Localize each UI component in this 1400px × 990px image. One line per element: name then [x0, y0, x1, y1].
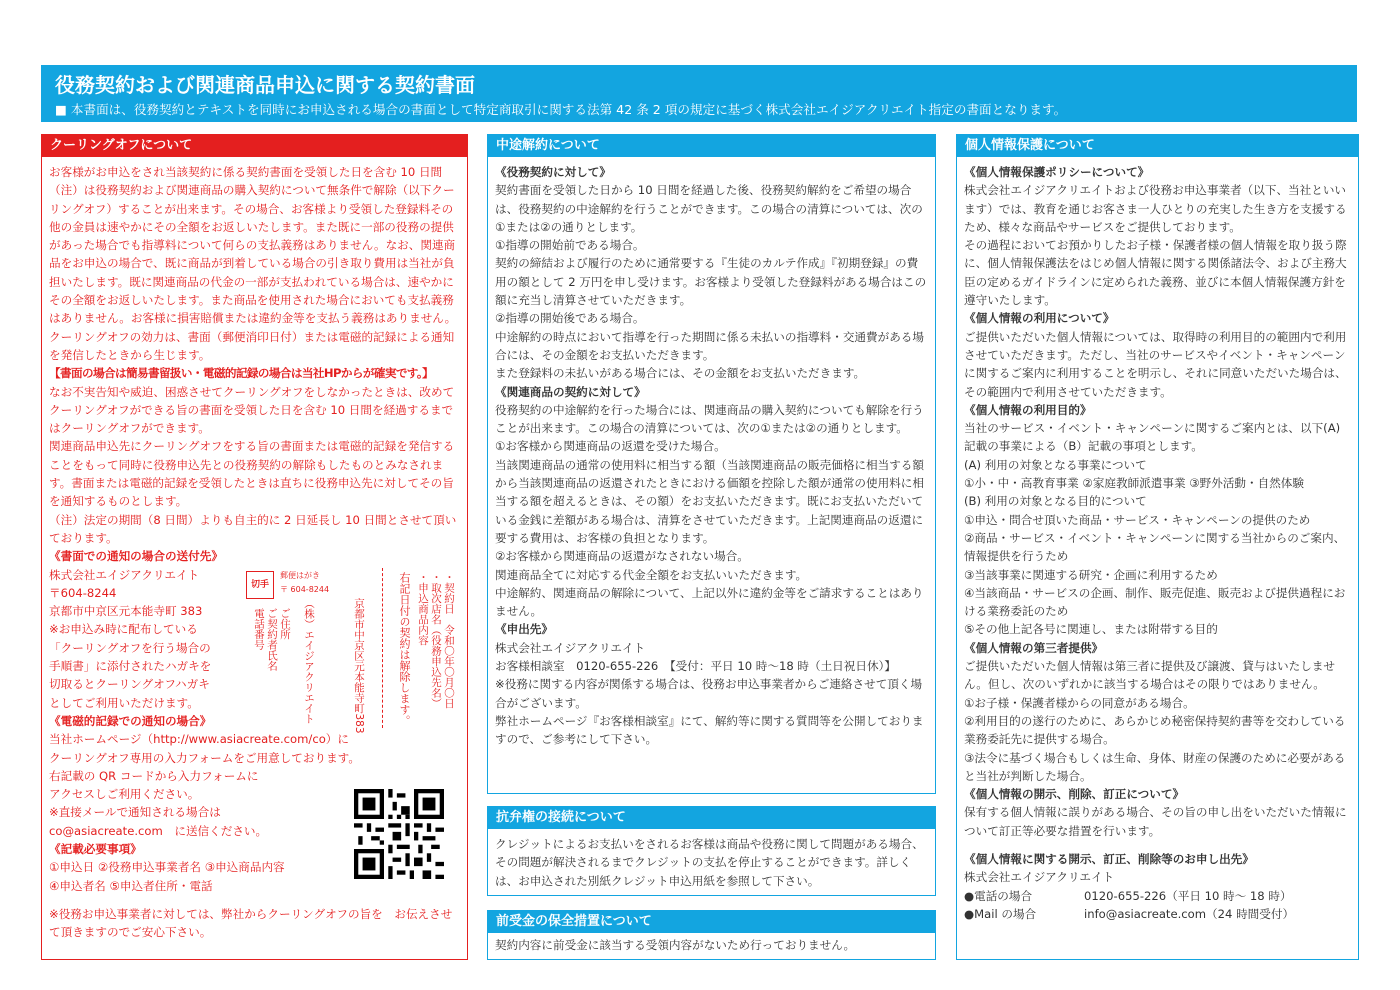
cancellation-subheading: 《役務契約に対して》: [495, 165, 611, 179]
privacy-line: ご提供いただいた個人情報は第三者に提供及び譲渡、貸与はいたしません。但し、次のいずれかに該当する場合はその限りではありません。: [964, 659, 1336, 692]
privacy-contact-mail-row: [964, 905, 1352, 923]
mail-line: 〒604-8244: [49, 585, 117, 600]
postcard-company: （株）エイジアクリエイト: [303, 598, 315, 724]
cooling-off-panel: [41, 134, 468, 960]
privacy-line: ご提供いただいた個人情報については、取得時の利用目的の範囲内で利用させていただきます。ただし、当社のサービスやイベント・キャンペーンに関するご案内に利用することを明示し、それに同意いただいた場合は、その範囲内で利用させていただきます。: [964, 329, 1347, 399]
postcard-address: 京都市中京区元本能寺町383: [353, 598, 365, 734]
privacy-contact: [964, 850, 1352, 923]
postcard-divider: [382, 568, 383, 728]
privacy-line: 保有する個人情報に誤りがある場合、その旨の申し出をいただいた情報について訂正等必要な措置を行います。: [964, 805, 1347, 838]
privacy-subheading: 《個人情報の利用目的》: [964, 402, 1092, 417]
mail-line: 「クーリングオフを行う場合の: [49, 640, 211, 655]
cancellation-line: 株式会社エイジアクリエイト: [495, 640, 646, 655]
phone-value[interactable]: 0120-655-226（平日 10 時～ 18 時）: [1084, 888, 1292, 903]
stamp-box: 切手: [246, 571, 274, 599]
mail-line: 切取るとクーリングオフハガキ: [49, 677, 210, 692]
electronic-line: クーリングオフ専用の入力フォームをご用意しております。: [49, 750, 360, 765]
cancellation-body: [488, 157, 935, 749]
privacy-line: ①お子様・保護者様からの同意がある場合。: [964, 695, 1195, 710]
cooling-off-paragraph: 関連商品申込先にクーリングオフをする旨の書面または電磁的記録を発信することをもって同時に役務申込先との役務契約の解除もしたものとみなされます。書面または電磁的記録を受領したときは直ちに役務申込先に対してその旨を通知するものとします。: [49, 439, 455, 509]
defense-right-heading: 抗弁権の接続について: [488, 807, 935, 829]
prepayment-body: [488, 933, 935, 954]
cancellation-line: 中途解約の時点において指導を行った期間に係る未払いの指導料・交通費がある場合には、その金額をお支払いただきます。: [495, 329, 924, 362]
prepayment-text: 契約内容に前受金に該当する受領内容がないため行っておりません。: [495, 938, 856, 952]
cancellation-line: 弊社ホームページ『お客様相談室』にて、解約等に関する質問等を公開しておりますので、ご参考にして下さい。: [495, 713, 924, 747]
privacy-line: ②商品・サービス・イベント・キャンペーンに関する当社からのご案内、情報提供を行うため: [964, 530, 1346, 564]
postcard-agent-name: ・取次店名（役務申込先名）: [430, 572, 442, 709]
mail-line: としてご利用いただけます。: [49, 695, 199, 710]
cooling-off-paragraph: クーリングオフの効力は、書面（郵便消印日付）または電磁的記録による通知を発信したときから生じます。: [49, 329, 455, 362]
cancellation-subheading: 《申出先》: [495, 622, 553, 637]
document-subtitle: ■ 本書面は、役務契約とテキストを同時にお申込される場合の書面として特定商取引に関する法第 42 条 2 項の規定に基づく株式会社エイジアクリエイト指定の書面となります。: [55, 102, 1067, 117]
qr-code-icon[interactable]: [354, 789, 444, 879]
postcard-field-address: ご住所: [279, 608, 291, 671]
cooling-off-paragraph: お客様がお申込をされ当該契約に係る契約書面を受領した日を含む 10 日間（注）は役務契約および関連商品の購入契約について無条件で解除（以下クーリングオフ）することが出来ます。その場合、お客様より受領した登録料その他の金員は速やかにその全額をお返しいたします。また既に一部の役務の提供があった場合でも指導料について何らの支払義務はありません。なお、関連商品をお申込の場合で、既に商品が到着している場合の引き取り費用は当社が負担いたします。既に関連商品の代金の一部が支払われている場合は、速やかにその全額をお返しいたします。また商品を使用された場合においても支払義務はありません。お客様に損害賠償または違約金等を支払う義務はありません。: [49, 165, 457, 326]
privacy-line: ①申込・問合せ頂いた商品・サービス・キャンペーンの提供のため: [964, 512, 1311, 527]
cancellation-line: お客様相談室 0120-655-226 【受付：平日 10 時～18 時（土日祝日休）】: [495, 659, 896, 674]
privacy-line: 株式会社エイジアクリエイトおよび役務お申込事業者（以下、当社といいます）では、教育を通じお客さま一人ひとりの充実した生き方を支援するため、様々な商品やサービスをご提供しております。: [964, 183, 1347, 234]
electronic-notice-title: 《電磁的記録での通知の場合》: [49, 713, 212, 728]
service-provider-note: ※役務お申込事業者に対しては、弊社からクーリングオフの旨を お伝えさせて頂きますのでご安心下さい。: [49, 906, 453, 940]
mail-notice-title: 《書面での通知の場合の送付先》: [49, 549, 223, 564]
privacy-line: (B) 利用の対象となる目的について: [964, 494, 1147, 509]
mail-label: ●Mail の場合: [964, 906, 1037, 921]
privacy-heading: 個人情報保護について: [957, 135, 1358, 157]
electronic-line: co@asiacreate.com に送信ください。: [49, 823, 268, 838]
postcard-product: ・申込商品内容: [417, 572, 429, 646]
defense-right-panel: [487, 806, 936, 896]
defense-right-text: クレジットによるお支払いをされるお客様は商品や役務に関して問題がある場合、その問題が解決されるまでクレジットの支払を停止することができます。詳しくは、お申込された別紙クレジット申込用紙を参照して下さい。: [495, 837, 924, 888]
privacy-line: ②利用目的の遂行のために、あらかじめ秘密保持契約書等を交わしている業務委託先に提供する場合。: [964, 713, 1346, 747]
mail-line: 京都市中京区元本能寺町 383: [49, 604, 203, 619]
cancellation-line: また登録料の未払いがある場合には、その金額をお支払いただきます。: [495, 366, 866, 381]
electronic-line: アクセスしご利用ください。: [49, 787, 200, 802]
privacy-subheading: 《個人情報の開示、削除、訂正について》: [964, 787, 1185, 802]
cancellation-line: 契約書面を受領した日から 10 日間を経過した後、役務契約解約をご希望の場合は、役務契約の中途解約を行うことができます。この場合の清算については、次の①または②の通りとします。: [495, 183, 923, 234]
electronic-line: ※直接メールで通知される場合は: [49, 805, 221, 820]
privacy-line: (A) 利用の対象となる事業について: [964, 457, 1147, 472]
privacy-subheading: 《個人情報保護ポリシーについて》: [964, 165, 1150, 179]
cancellation-line: ①指導の開始前である場合。: [495, 238, 645, 253]
privacy-subheading: 《個人情報の第三者提供》: [964, 640, 1104, 655]
cooling-off-heading: クーリングオフについて: [42, 135, 467, 157]
postcard-illustration: [242, 568, 460, 734]
cooling-off-paragraph: なお不実告知や威迫、困惑させてクーリングオフをしなかったときは、改めてクーリングオフができる旨の書面を受領した日を含む 10 日間を経過するまではクーリングオフができます。: [49, 384, 455, 436]
cooling-off-bold-note: 【書面の場合は簡易書留扱い・電磁的記録の場合は当社HPからが確実です。】: [49, 366, 434, 381]
required-items-title: 《記載必要事項》: [49, 841, 142, 856]
cancellation-line: 中途解約、関連商品の解除について、上記以外に違約金等をご請求することはありません。: [495, 585, 924, 619]
privacy-line: ③法令に基づく場合もしくは生命、身体、財産の保護のために必要があると当社が判断した場合。: [964, 750, 1346, 783]
privacy-line: ④当該商品・サービスの企画、制作、販売促進、販売および提供過程における業務委託のため: [964, 585, 1346, 619]
electronic-line: 当社ホームページ（http://www.asiacreate.com/co）に: [49, 732, 349, 747]
cancellation-line: ①お客様から関連商品の返還を受けた場合。: [495, 439, 726, 454]
cooling-off-note: （注）法定の期間（8 日間）よりも自主的に 2 日延長し 10 日間とさせて頂いております。: [49, 512, 457, 545]
privacy-contact-title: 《個人情報に関する開示、訂正、削除等のお申し出先》: [964, 851, 1254, 866]
defense-right-body: [488, 829, 935, 890]
cancellation-line: 当該関連商品の通常の使用料に相当する額（当該関連商品の販売価格に相当する額から当該関連商品の返還されたときにおける価額を控除した額が通常の使用料に相当する額を超えるときは、その額）をお支払いただきます。既にお支払いただいている金銭に差額がある場合は、清算をさせていただきます。上記関連商品の返還に要する費用は、お客様の負担となります。: [495, 457, 924, 545]
cancellation-line: ②指導の開始後である場合。: [495, 311, 645, 326]
privacy-contact-company: 株式会社エイジアクリエイト: [964, 870, 1115, 885]
mail-line: ※お申込み時に配布している: [49, 622, 198, 637]
privacy-panel: [956, 134, 1359, 960]
electronic-line: 右記載の QR コードから入力フォームに: [49, 768, 259, 783]
privacy-line: 当社のサービス・イベント・キャンペーンに関するご案内とは、以下(A) 記載の事業による（B）記載の事項とします。: [964, 421, 1341, 454]
postcard-zip: 〒 604-8244: [280, 585, 330, 594]
postcard-label: 郵便はがき: [280, 571, 320, 580]
prepayment-heading: 前受金の保全措置について: [488, 911, 935, 933]
phone-label: ●電話の場合: [964, 888, 1033, 903]
privacy-line: ①小・中・高教育事業 ②家庭教師派遣事業 ③野外活動・自然体験: [964, 476, 1304, 491]
postcard-contract-date: ・契約日 令和〇年〇月〇日: [443, 572, 455, 709]
document-header: [41, 65, 1357, 122]
privacy-line: ③当該事業に関連する研究・企画に利用するため: [964, 567, 1218, 582]
mail-value[interactable]: info@asiacreate.com（24 時間受付）: [1084, 906, 1295, 921]
privacy-contact-phone-row: [964, 887, 1352, 905]
cancellation-line: ※役務に関する内容が関係する場合は、役務お申込事業者からご連絡させて頂く場合がございます。: [495, 677, 923, 710]
cancellation-line: ②お客様から関連商品の返還がなされない場合。: [495, 549, 749, 564]
cancellation-subheading: 《関連商品の契約に対して》: [495, 384, 646, 399]
postcard-cancel-statement: 右記日付の契約は解除します。: [398, 572, 411, 726]
cancellation-line: 関連商品全てに対応する代金全額をお支払いいただきます。: [495, 567, 808, 582]
privacy-body: [957, 157, 1358, 923]
postcard-field-name: ご契約者氏名: [266, 608, 278, 671]
postcard-field-phone: 電話番号: [253, 608, 265, 671]
privacy-line: その過程においてお預かりしたお子様・保護者様の個人情報を取り扱う際に、個人情報保護法をはじめ個人情報に関する関係諸法令、および主務大臣の定めるガイドラインに定められた義務、並びに本個人情報保護方針を遵守いたします。: [964, 238, 1347, 308]
mail-line: 手順書」に添付されたハガキを: [49, 659, 212, 674]
cancellation-panel: [487, 134, 936, 794]
privacy-lines: [964, 163, 1352, 840]
cancellation-heading: 中途解約について: [488, 135, 935, 157]
required-item: ④申込者名 ⑤申込者住所・電話: [49, 878, 213, 893]
prepayment-panel: [487, 910, 936, 960]
document-title: 役務契約および関連商品申込に関する契約書面: [55, 73, 475, 97]
privacy-line: ⑤その他上記各号に関連し、または附帯する目的: [964, 622, 1218, 637]
mail-line: 株式会社エイジアクリエイト: [49, 567, 200, 582]
cancellation-line: 契約の締結および履行のために通常要する『生徒のカルテ作成』『初期登録』の費用の額として 2 万円を申し受けます。お客様より受領した登録料がある場合はこの額に充当し清算させていただきます。: [495, 256, 927, 308]
cancellation-line: 役務契約の中途解約を行った場合には、関連商品の購入契約についても解除を行うことが出来ます。この場合の清算については、次の①または②の通りとします。: [495, 402, 924, 436]
privacy-subheading: 《個人情報の利用について》: [964, 311, 1115, 326]
required-item: ①申込日 ②役務申込事業者名 ③申込商品内容: [49, 860, 285, 875]
